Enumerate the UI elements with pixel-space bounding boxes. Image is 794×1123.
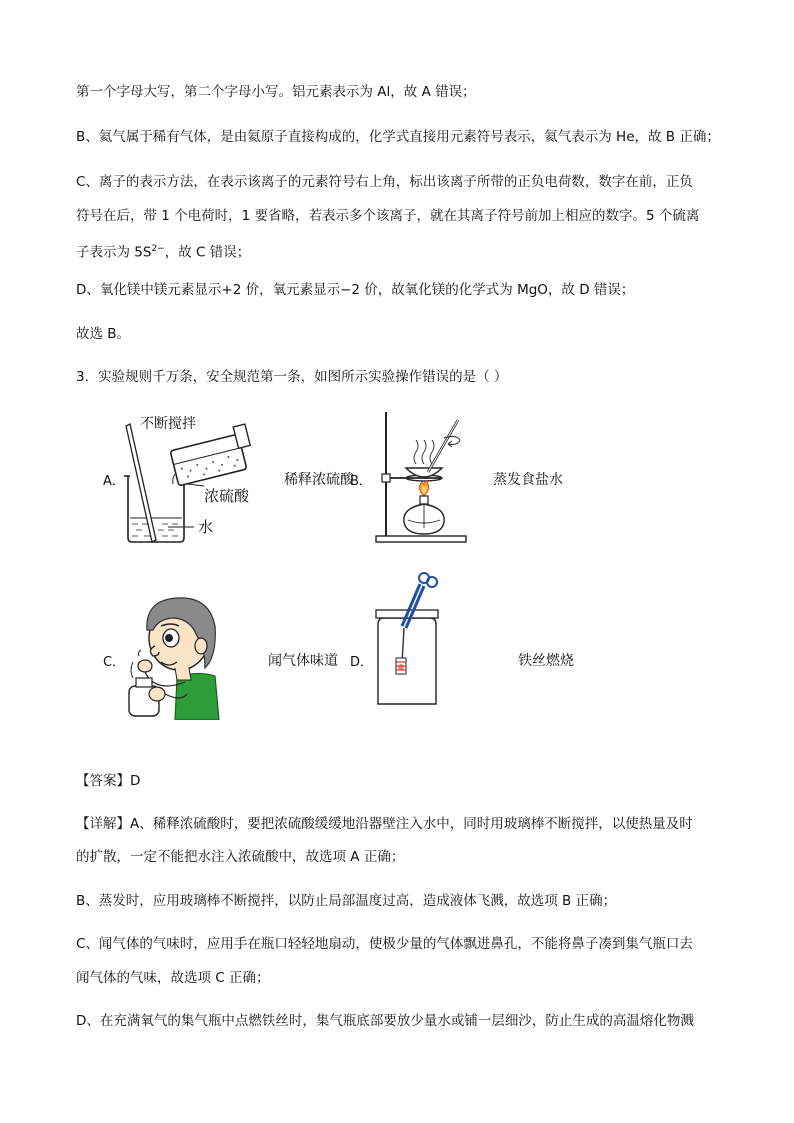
text-line-5-pre: 子表示为 5S: [76, 244, 152, 261]
option-d-letter: D．: [350, 655, 374, 670]
ion-charge-superscript: 2−: [151, 244, 165, 254]
explain-line-1: 【详解】A、稀释浓硫酸时，要把浓硫酸缓缓地沿器壁注入水中，同时用玻璃棒不断搅拌，以使热量及时: [76, 816, 693, 832]
figure-iron-burning: [372, 568, 442, 708]
question-3: 3．实验规则千万条，安全规范第一条，如图所示实验操作错误的是（ ）: [76, 369, 508, 385]
label-conc-acid: 浓硫酸: [204, 487, 250, 505]
explain-line-5: 闻气体的气味，故选项 C 正确；: [76, 970, 270, 986]
option-b-caption: 蒸发食盐水: [493, 472, 563, 488]
explain-line-6: D、在充满氧气的集气瓶中点燃铁丝时，集气瓶底部要放少量水或铺一层细沙，防止生成的高温熔化物溅: [76, 1013, 694, 1029]
text-line-6: D、氧化镁中镁元素显示+2 价，氧元素显示−2 价，故氧化镁的化学式为 MgO，故 D 错误；: [76, 282, 635, 298]
option-a-letter: A．: [103, 474, 125, 489]
text-line-2: B、氦气属于稀有气体，是由氦原子直接构成的，化学式直接用元素符号表示，氦气表示为 He，故 B 正确；: [76, 129, 720, 145]
option-a-caption: 稀释浓硫酸: [284, 472, 354, 488]
answer: 【答案】D: [76, 773, 141, 789]
option-d-caption: 铁丝燃烧: [518, 653, 574, 669]
text-line-4: 符号在后，带 1 个电荷时，1 要省略，若表示多个该离子，就在其离子符号前加上相应的数字。5 个硫离: [76, 208, 700, 224]
explain-line-4: C、闻气体的气味时，应用手在瓶口轻轻地扇动，使极少量的气体飘进鼻孔，不能将鼻子凑到集气瓶口去: [76, 936, 693, 952]
text-line-5-post: ，故 C 错误；: [164, 244, 251, 261]
option-c-letter: C．: [103, 655, 126, 670]
explain-line-2: 的扩散，一定不能把水注入浓硫酸中，故选项 A 正确；: [76, 849, 405, 865]
text-line-7: 故选 B。: [76, 326, 131, 342]
figure-evaporation: [372, 408, 472, 548]
label-stir: 不断搅拌: [140, 416, 196, 432]
figure-dilute-acid: [118, 408, 278, 548]
label-water: 水: [198, 518, 214, 536]
text-line-5: [76, 239, 250, 263]
option-c-caption: 闻气体味道: [268, 653, 338, 669]
text-line-3: C、离子的表示方法，在表示该离子的元素符号右上角，标出该离子所带的正负电荷数，数字在前，正负: [76, 174, 693, 190]
text-line-1: 第一个字母大写，第二个字母小写。铝元素表示为 Al，故 A 错误；: [76, 84, 476, 100]
option-b-letter: B．: [350, 474, 372, 489]
figure-smell-gas: [125, 590, 225, 720]
explain-line-3: B、蒸发时，应用玻璃棒不断搅拌，以防止局部温度过高，造成液体飞溅，故选项 B 正确；: [76, 893, 617, 909]
